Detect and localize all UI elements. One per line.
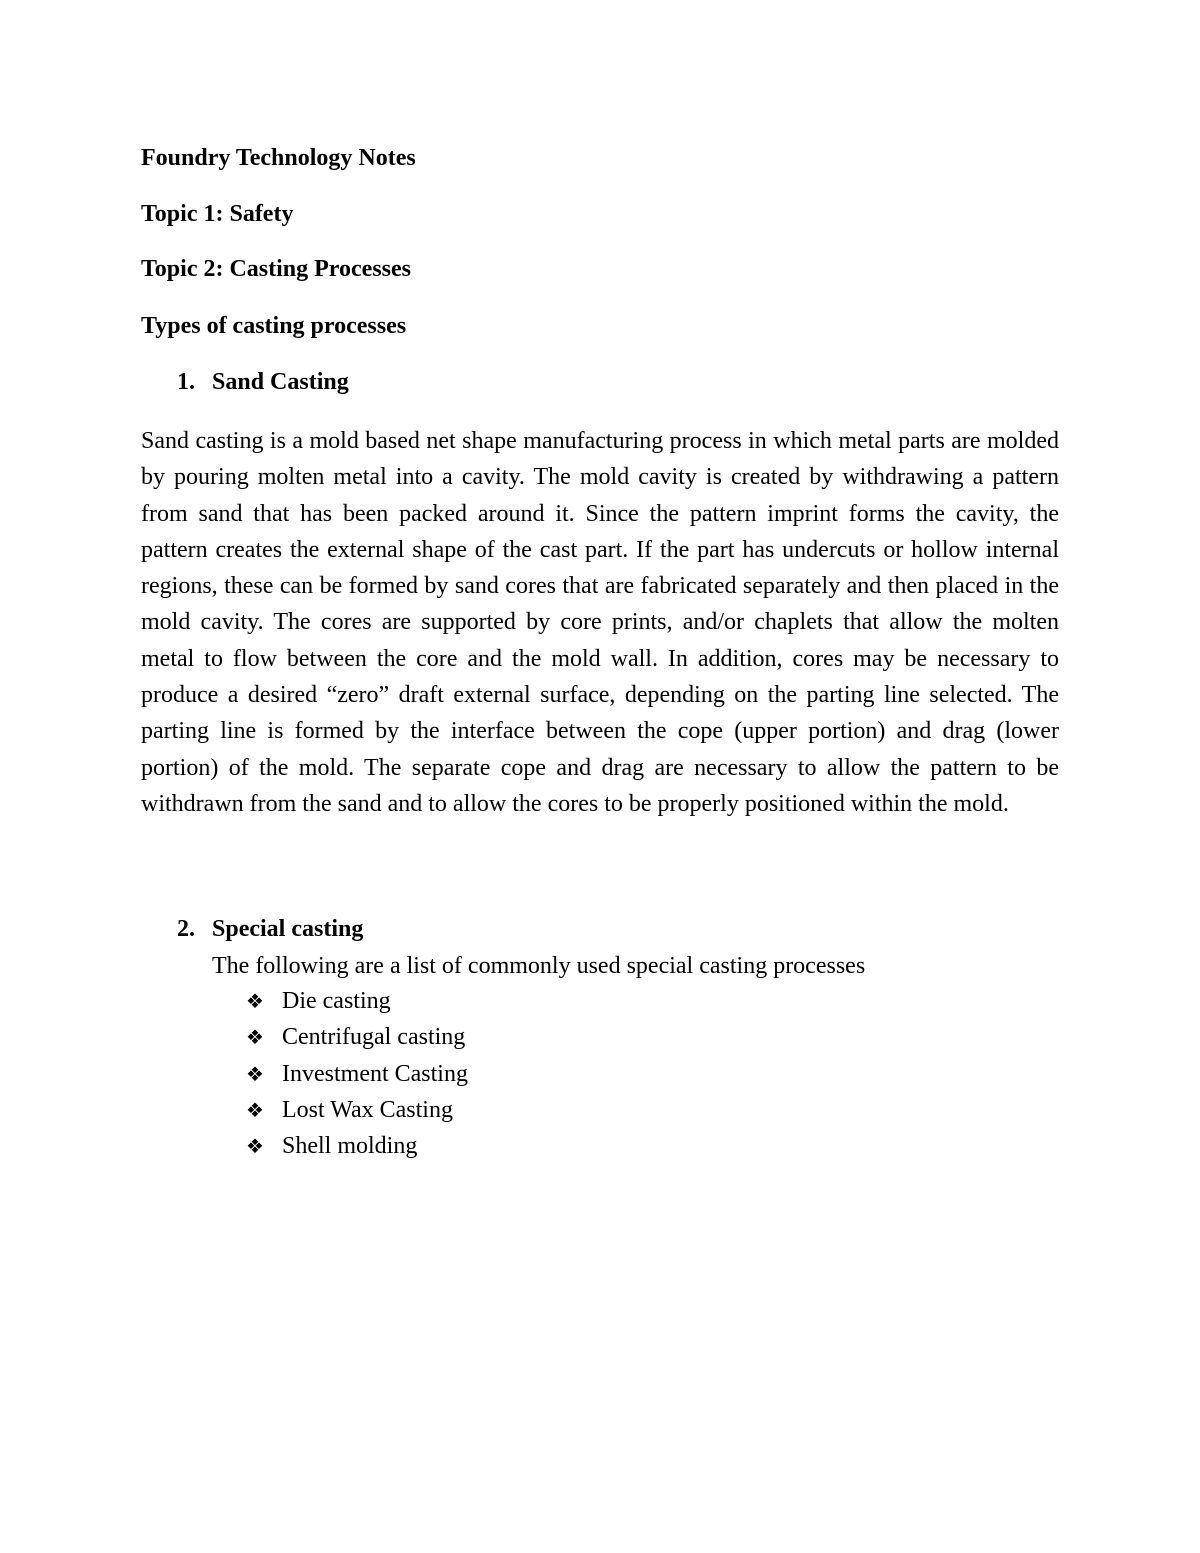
section-2-number: 2. (177, 916, 195, 942)
diamond-bullet-icon: ❖ (246, 989, 264, 1013)
diamond-bullet-icon: ❖ (246, 1025, 264, 1049)
list-item (246, 1059, 468, 1089)
sand-casting-paragraph: Sand casting is a mold based net shape manufacturing process in which metal parts are molded by pouring molten metal into a cavity. The mold cavity is created by withdrawing a pattern from sand that has been packed around it. Since the pattern imprint forms the cavity, the pattern creates the external shape of the cast part. If the part has undercuts or hollow internal regions, these can be formed by sand cores that are fabricated separately and then placed in the mold cavity. The cores are supported by core prints, and/or chaplets that allow the molten metal to flow between the core and the mold wall. In addition, cores may be necessary to produce a desired “zero” draft external surface, depending on the parting line selected. The parting line is formed by the interface between the cope (upper portion) and drag (lower portion) of the mold. The separate cope and drag are necessary to allow the pattern to be withdrawn from the sand and to allow the cores to be properly positioned within the mold. (141, 428, 1059, 817)
topic-2-heading: Topic 2: Casting Processes (141, 256, 411, 282)
diamond-bullet-icon: ❖ (246, 1098, 264, 1122)
list-item (246, 1095, 453, 1125)
list-item-label: Die casting (282, 988, 391, 1014)
special-casting-intro: The following are a list of commonly used special casting processes (212, 953, 866, 979)
list-item-label: Shell molding (282, 1133, 418, 1159)
list-item-label: Investment Casting (282, 1061, 468, 1087)
section-1-number: 1. (177, 369, 195, 395)
topic-1-heading: Topic 1: Safety (141, 201, 294, 227)
document-title: Foundry Technology Notes (141, 145, 416, 171)
list-item-label: Centrifugal casting (282, 1024, 466, 1050)
list-item (246, 1131, 417, 1161)
types-heading: Types of casting processes (141, 313, 407, 339)
list-item (246, 1022, 465, 1052)
diamond-bullet-icon: ❖ (246, 1134, 264, 1158)
diamond-bullet-icon: ❖ (246, 1062, 264, 1086)
section-2-heading: Special casting (212, 916, 364, 942)
section-1-heading: Sand Casting (212, 369, 349, 395)
list-item-label: Lost Wax Casting (282, 1097, 453, 1123)
list-item (246, 986, 391, 1016)
